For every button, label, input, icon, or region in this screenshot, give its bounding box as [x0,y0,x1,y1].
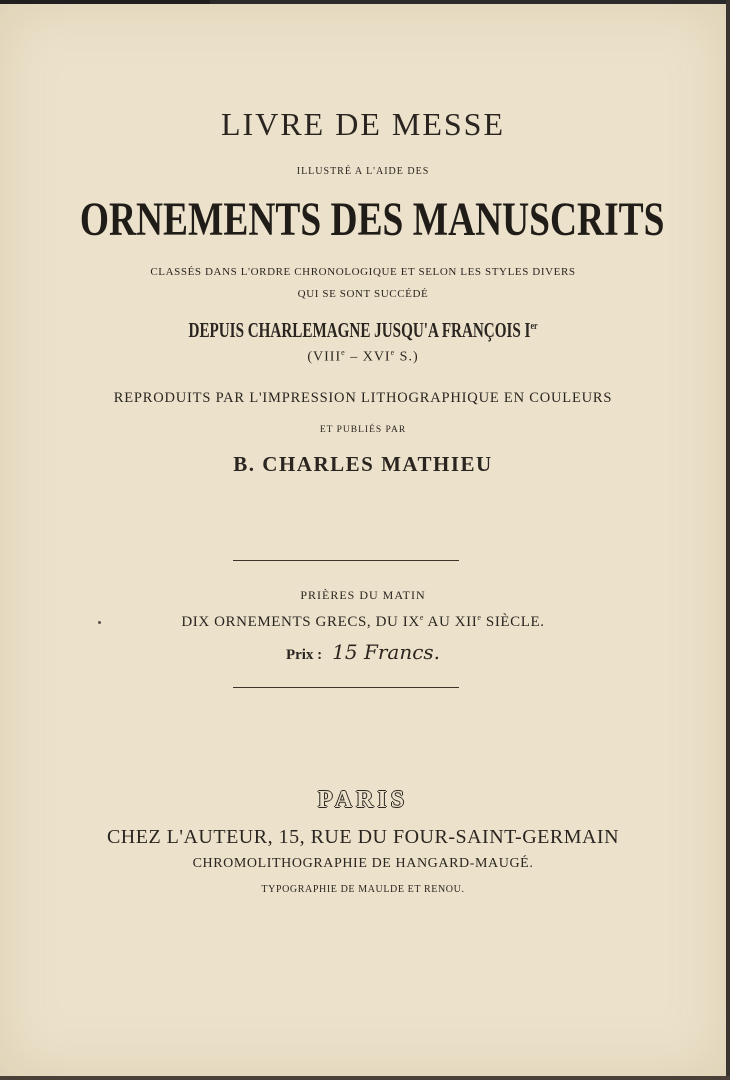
title-page [0,4,726,1076]
period-superscript: er [530,320,538,332]
imprint-chromolithography: CHROMOLITHOGRAPHIE DE HANGARD-MAUGÉ. [192,856,534,871]
centuries-close: S.) [395,349,419,365]
binding-edge-top [0,0,210,4]
price-line [0,640,726,664]
main-title: ORNEMENTS DES MANUSCRITS [79,193,665,246]
centuries-sup-1: e [341,348,346,357]
ornaments-post: SIÈCLE. [481,614,545,630]
divider-top [233,560,459,561]
centuries-line [0,348,726,366]
ornaments-line [0,613,726,631]
imprint-address: CHEZ L'AUTEUR, 15, RUE DU FOUR-SAINT-GERMAIN [106,826,620,848]
centuries-open: (VIII [307,349,342,365]
centuries-mid: – XVI [345,349,391,365]
ornaments-sup-2: e [477,613,482,622]
centuries-sup-2: e [390,348,396,357]
classified-line-1: CLASSÉS DANS L'ORDRE CHRONOLOGIQUE ET SELON LES STYLES DIVERS [150,266,576,278]
period-text: DEPUIS CHARLEMAGNE JUSQU'A FRANÇOIS I [188,318,531,342]
ornaments-mid: AU XII [424,614,478,630]
book-title: LIVRE DE MESSE [221,106,505,142]
author-name: B. CHARLES MATHIEU [233,452,493,476]
period-line [102,318,625,343]
reproduced-line: REPRODUITS PAR L'IMPRESSION LITHOGRAPHIQUE EN COULEURS [113,390,613,406]
imprint-city: PARIS [317,787,409,813]
classified-line-2: QUI SE SONT SUCCÉDÉ [297,288,429,300]
price-label: Prix : [285,647,323,663]
divider-bottom [233,687,459,688]
price-handwritten: 15 Francs. [332,640,441,664]
illustrated-line: ILLUSTRÉ A L'AIDE DES [296,166,430,177]
imprint-typography: TYPOGRAPHIE DE MAULDE ET RENOU. [261,884,465,895]
binding-edge-bottom [0,1076,730,1080]
published-line: ET PUBLIÉS PAR [319,425,407,435]
prayers-heading: PRIÈRES DU MATIN [300,588,426,602]
binding-edge-right [726,0,730,1080]
ornaments-pre: DIX ORNEMENTS GRECS, DU IX [181,614,420,630]
ornaments-sup-1: e [419,613,424,622]
